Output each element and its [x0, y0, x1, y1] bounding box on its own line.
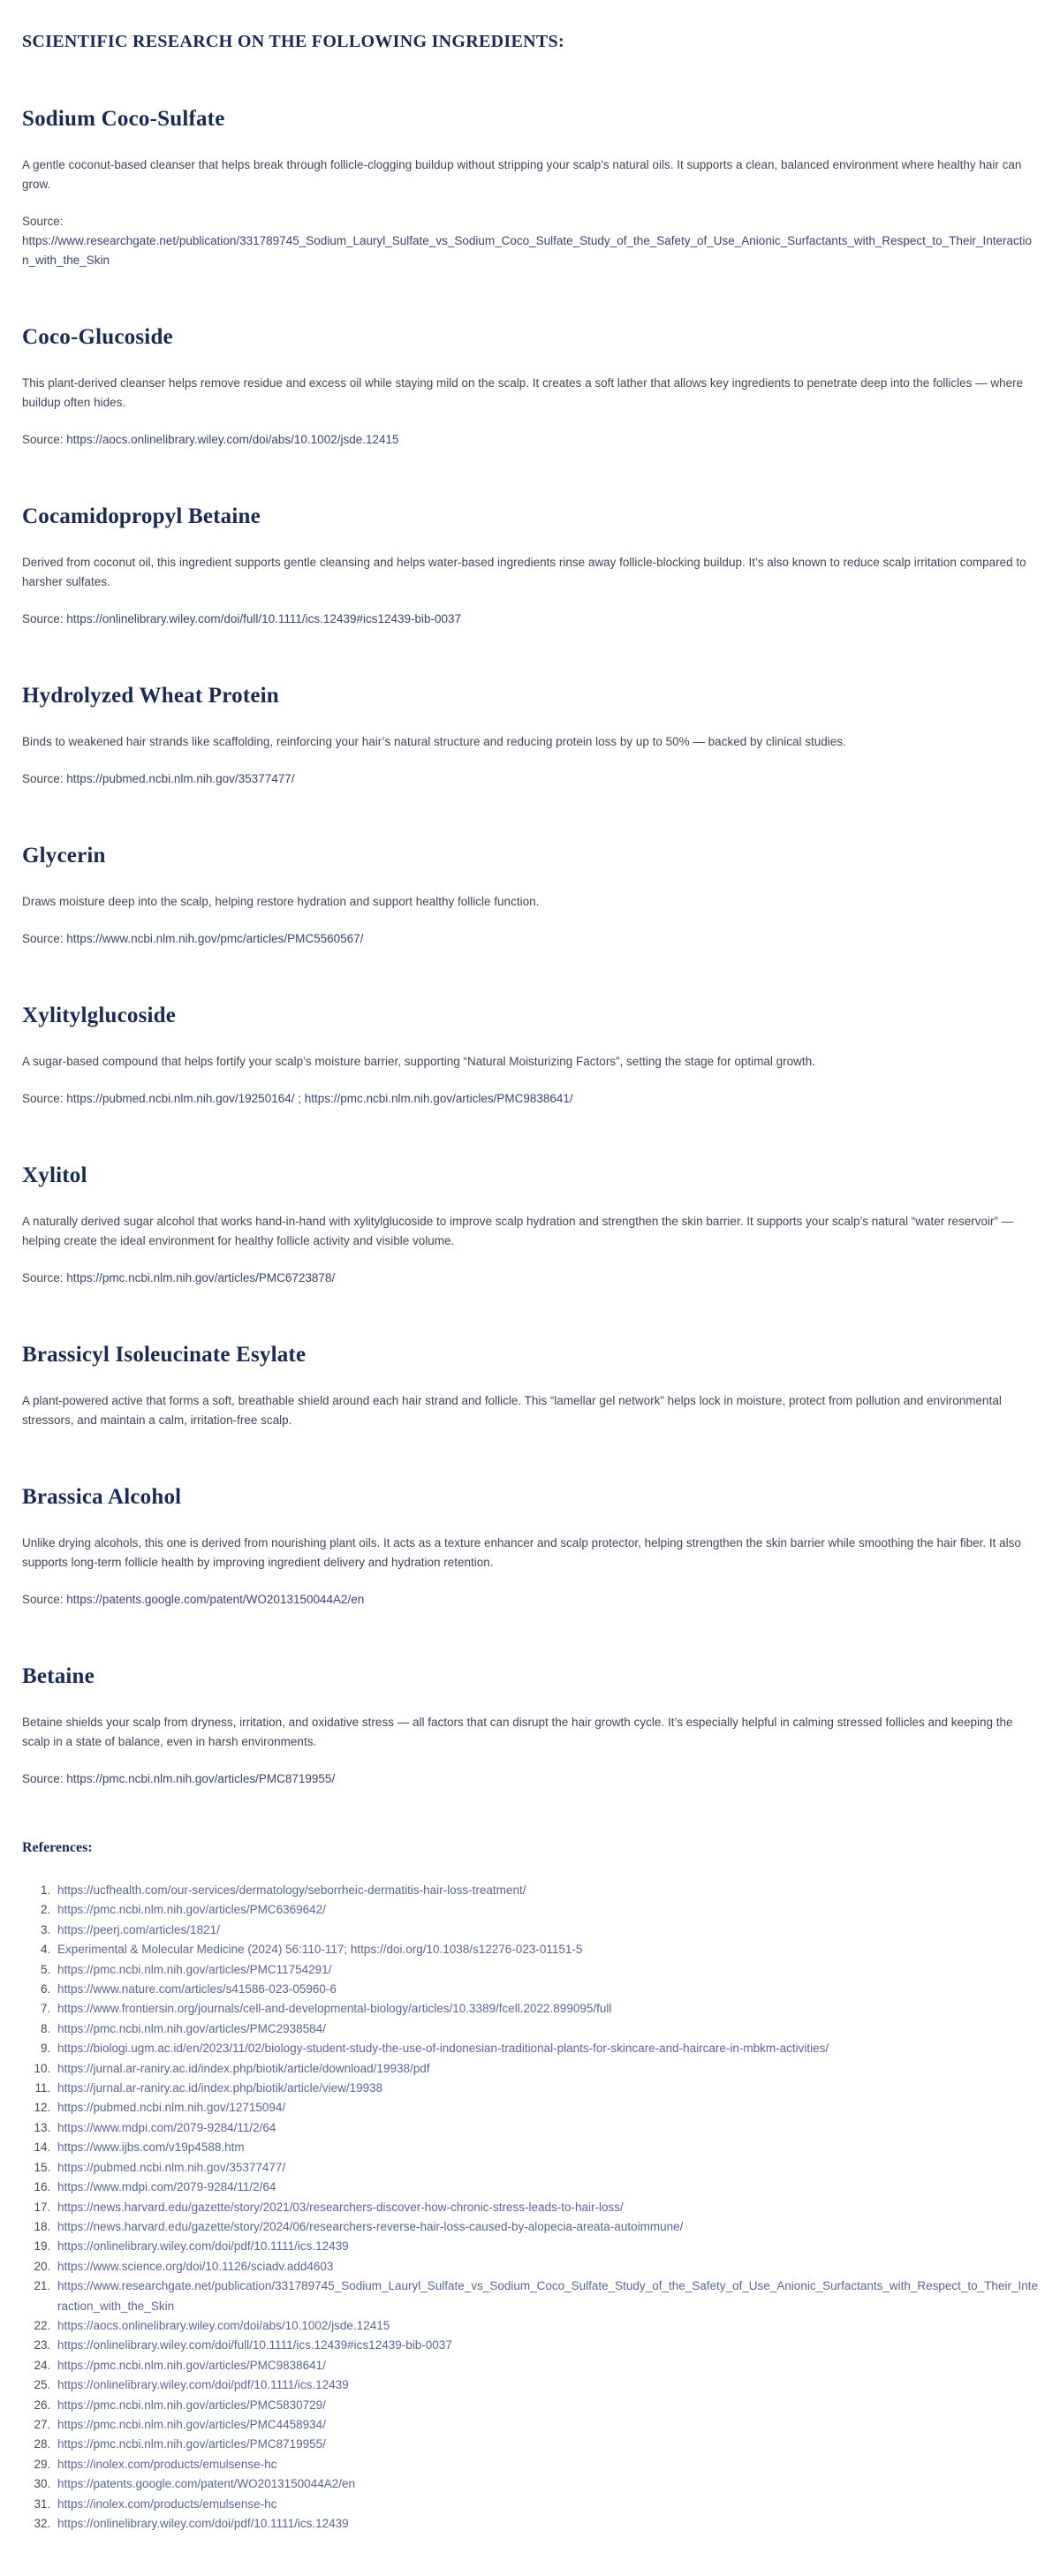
- reference-link[interactable]: https://biologi.ugm.ac.id/en/2023/11/02/biology-student-study-the-use-of-indonesian-traditional-plants-for-skincare-and-haircare-in-mbkm-activities/: [57, 2042, 829, 2056]
- reference-item: [54, 2178, 1038, 2197]
- section-xylitol: [22, 1163, 1038, 1288]
- reference-link[interactable]: https://www.frontiersin.org/journals/cell-and-developmental-biology/articles/10.3389/fcell.2022.899095/full: [57, 2002, 612, 2016]
- section-sodium-coco-sulfate: [22, 107, 1038, 270]
- source-label: Source:: [22, 1593, 64, 1606]
- reference-item: [54, 2079, 1038, 2098]
- ingredient-description: Draws moisture deep into the scalp, helping restore hydration and support healthy follicle function.: [22, 895, 540, 908]
- reference-item: [54, 1940, 1038, 1959]
- reference-link[interactable]: https://onlinelibrary.wiley.com/doi/pdf/10.1111/ics.12439: [57, 2239, 349, 2254]
- reference-item: [54, 2118, 1038, 2138]
- references-list: [22, 1881, 1038, 2534]
- reference-item: [54, 2514, 1038, 2534]
- reference-item: [54, 1999, 1038, 2019]
- reference-link[interactable]: https://ucfhealth.com/our-services/dermatology/seborrheic-dermatitis-hair-loss-treatment/: [57, 1883, 526, 1897]
- reference-item: [54, 2336, 1038, 2355]
- section-brassica-alcohol: [22, 1485, 1038, 1610]
- ingredient-heading: Coco-Glucoside: [22, 325, 173, 349]
- source-link[interactable]: https://onlinelibrary.wiley.com/doi/full/10.1111/ics.12439#ics12439-bib-0037: [66, 612, 462, 625]
- reference-item: [54, 2375, 1038, 2395]
- reference-link[interactable]: https://news.harvard.edu/gazette/story/2021/03/researchers-discover-how-chronic-stress-leads-to-hair-loss/: [57, 2200, 624, 2214]
- section-brassicyl-isoleucinate-esylate: [22, 1343, 1038, 1430]
- section-xylitylglucoside: [22, 1004, 1038, 1109]
- reference-link[interactable]: https://onlinelibrary.wiley.com/doi/full/10.1111/ics.12439#ics12439-bib-0037: [57, 2338, 452, 2352]
- ingredient-heading: Xylitol: [22, 1163, 87, 1187]
- reference-item: [54, 2495, 1038, 2514]
- source-line: [22, 430, 1038, 450]
- source-label: Source:: [22, 1772, 64, 1785]
- reference-link[interactable]: https://news.harvard.edu/gazette/story/2024/06/researchers-reverse-hair-loss-caused-by-alopecia-areata-autoimmune/: [57, 2219, 684, 2233]
- ingredient-description: A sugar-based compound that helps fortify your scalp’s moisture barrier, supporting “Natural Moisturizing Factors”, setting the stage for optimal growth.: [22, 1055, 815, 1068]
- reference-item: [54, 2415, 1038, 2435]
- ingredient-heading: Betaine: [22, 1664, 95, 1688]
- ingredient-description: Betaine shields your scalp from dryness, irritation, and oxidative stress — all factors that can disrupt the hair growth cycle. It’s especially helpful in calming stressed follicles and keeping the scalp in a state of balance, even in harsh environments.: [22, 1716, 1013, 1748]
- reference-link[interactable]: https://www.ijbs.com/v19p4588.htm: [57, 2140, 245, 2155]
- reference-link[interactable]: https://pmc.ncbi.nlm.nih.gov/articles/PMC11754291/: [57, 1962, 332, 1976]
- reference-link[interactable]: https://www.nature.com/articles/s41586-023-05960-6: [57, 1982, 337, 1996]
- source-line: [22, 769, 1038, 789]
- source-line: [22, 929, 1038, 949]
- source-link[interactable]: https://pmc.ncbi.nlm.nih.gov/articles/PMC8719955/: [66, 1772, 336, 1785]
- reference-link[interactable]: https://inolex.com/products/emulsense-hc: [57, 2457, 277, 2471]
- ingredient-description: A plant-powered active that forms a soft, breathable shield around each hair strand and follicle. This “lamellar gel network” helps lock in moisture, protect from pollution and environmental stressors, and maintain a calm, irritation-free scalp.: [22, 1394, 1002, 1427]
- reference-link[interactable]: https://www.mdpi.com/2079-9284/11/2/64: [57, 2180, 276, 2194]
- reference-item: [54, 1881, 1038, 1900]
- ingredient-heading: Xylitylglucoside: [22, 1004, 177, 1027]
- ingredient-heading: Sodium Coco-Sulfate: [22, 107, 225, 131]
- reference-item: [54, 2396, 1038, 2415]
- reference-item: [54, 2098, 1038, 2118]
- ingredient-description: This plant-derived cleanser helps remove residue and excess oil while staying mild on the scalp. It creates a soft lather that allows key ingredients to penetrate deep into the follicles — where buildup often hides.: [22, 376, 1024, 409]
- reference-item: [54, 2435, 1038, 2454]
- source-link[interactable]: https://www.ncbi.nlm.nih.gov/pmc/articles/PMC5560567/: [66, 932, 364, 945]
- reference-item: [54, 2474, 1038, 2494]
- section-hydrolyzed-wheat-protein: [22, 684, 1038, 789]
- reference-item: [54, 2158, 1038, 2178]
- reference-item: [54, 1980, 1038, 1999]
- ingredient-description: A gentle coconut-based cleanser that helps break through follicle-clogging buildup without stripping your scalp’s natural oils. It supports a clean, balanced environment where healthy hair can grow.: [22, 158, 1022, 191]
- reference-link[interactable]: https://pmc.ncbi.nlm.nih.gov/articles/PMC5830729/: [57, 2398, 326, 2412]
- source-line: [22, 610, 1038, 629]
- ingredient-heading: Hydrolyzed Wheat Protein: [22, 684, 279, 708]
- reference-item: [54, 1960, 1038, 1980]
- reference-link[interactable]: https://jurnal.ar-raniry.ac.id/index.php/biotik/article/download/19938/pdf: [57, 2061, 430, 2075]
- section-betaine: [22, 1664, 1038, 1789]
- source-line: [22, 1269, 1038, 1288]
- reference-item: [54, 2059, 1038, 2079]
- source-line: [22, 212, 1038, 270]
- reference-link[interactable]: https://pubmed.ncbi.nlm.nih.gov/12715094/: [57, 2101, 286, 2115]
- reference-item: [54, 2237, 1038, 2256]
- reference-item: [54, 2316, 1038, 2336]
- source-link-secondary[interactable]: https://pmc.ncbi.nlm.nih.gov/articles/PMC9838641/: [304, 1092, 573, 1105]
- source-label: Source:: [22, 612, 64, 625]
- reference-item: [54, 2138, 1038, 2157]
- reference-link[interactable]: https://aocs.onlinelibrary.wiley.com/doi/abs/10.1002/jsde.12415: [57, 2318, 390, 2332]
- source-label: Source:: [22, 1092, 64, 1105]
- reference-link[interactable]: https://inolex.com/products/emulsense-hc: [57, 2496, 277, 2511]
- source-link[interactable]: https://pubmed.ncbi.nlm.nih.gov/19250164/: [66, 1092, 295, 1105]
- ingredient-description: A naturally derived sugar alcohol that works hand-in-hand with xylitylglucoside to improve scalp hydration and strengthen the skin barrier. It supports your scalp’s natural “water reservoir” — helping create the ideal environment for healthy follicle activity and visible volume.: [22, 1215, 1014, 1247]
- reference-link[interactable]: https://www.science.org/doi/10.1126/sciadv.add4603: [57, 2259, 334, 2273]
- ingredient-heading: Glycerin: [22, 844, 106, 868]
- source-line: [22, 1590, 1038, 1610]
- reference-link[interactable]: https://pubmed.ncbi.nlm.nih.gov/35377477/: [57, 2160, 286, 2174]
- source-label: Source:: [22, 433, 64, 446]
- ingredient-description: Derived from coconut oil, this ingredient supports gentle cleansing and helps water-based ingredients rinse away follicle-blocking buildup. It’s also known to reduce scalp irritation compared to harsher sulfates.: [22, 556, 1026, 588]
- reference-link[interactable]: https://pmc.ncbi.nlm.nih.gov/articles/PMC9838641/: [57, 2358, 326, 2372]
- reference-link[interactable]: https://pmc.ncbi.nlm.nih.gov/articles/PMC4458934/: [57, 2417, 326, 2431]
- reference-link[interactable]: https://pmc.ncbi.nlm.nih.gov/articles/PMC6369642/: [57, 1903, 326, 1917]
- reference-link[interactable]: https://jurnal.ar-raniry.ac.id/index.php/biotik/article/view/19938: [57, 2081, 383, 2095]
- reference-item: [54, 2217, 1038, 2237]
- source-separator: ;: [294, 1092, 305, 1105]
- ingredient-heading: Brassica Alcohol: [22, 1485, 182, 1509]
- reference-link[interactable]: https://onlinelibrary.wiley.com/doi/pdf/10.1111/ics.12439: [57, 2378, 349, 2392]
- reference-item: [54, 2257, 1038, 2277]
- source-label: Source:: [22, 932, 64, 945]
- source-line: [22, 1769, 1038, 1789]
- ingredient-heading: Brassicyl Isoleucinate Esylate: [22, 1343, 307, 1367]
- source-label: Source:: [22, 1271, 64, 1284]
- source-link[interactable]: https://pubmed.ncbi.nlm.nih.gov/35377477/: [66, 772, 295, 785]
- source-line: [22, 1089, 1038, 1109]
- reference-item: [54, 2198, 1038, 2217]
- source-link[interactable]: https://www.researchgate.net/publication/331789745_Sodium_Lauryl_Sulfate_vs_Sodium_Coco_Sulfate_Study_of_the_Safety_of_Use_Anionic_Surfactants_with_Respect_to_Their_Interaction_with_the_Skin: [22, 234, 1032, 267]
- source-link[interactable]: https://aocs.onlinelibrary.wiley.com/doi/abs/10.1002/jsde.12415: [66, 433, 399, 446]
- ingredient-description: Binds to weakened hair strands like scaffolding, reinforcing your hair’s natural structure and reducing protein loss by up to 50% — backed by clinical studies.: [22, 735, 846, 748]
- reference-link[interactable]: https://onlinelibrary.wiley.com/doi/pdf/10.1111/ics.12439: [57, 2517, 349, 2530]
- reference-item: [54, 2277, 1038, 2316]
- section-glycerin: [22, 844, 1038, 949]
- reference-item: [54, 2356, 1038, 2375]
- source-link[interactable]: https://patents.google.com/patent/WO2013150044A2/en: [66, 1593, 365, 1606]
- reference-item: [54, 1921, 1038, 1940]
- reference-item: [54, 2019, 1038, 2039]
- reference-item: [54, 2039, 1038, 2058]
- reference-link[interactable]: https://www.researchgate.net/publication/331789745_Sodium_Lauryl_Sulfate_vs_Sodium_Coco_Sulfate_Study_of_the_Safety_of_Use_Anionic_Surfactants_with_Respect_to_Their_Interaction_with_the_Skin: [57, 2279, 1038, 2313]
- references-heading: References:: [22, 1840, 93, 1855]
- source-label: Source:: [22, 772, 64, 785]
- source-link[interactable]: https://pmc.ncbi.nlm.nih.gov/articles/PMC6723878/: [66, 1271, 336, 1284]
- ingredient-heading: Cocamidopropyl Betaine: [22, 504, 261, 528]
- reference-link[interactable]: Experimental & Molecular Medicine (2024) 56:110-117; https://doi.org/10.1038/s12276-023-01151-5: [57, 1943, 583, 1957]
- reference-item: [54, 1900, 1038, 1920]
- section-coco-glucoside: [22, 325, 1038, 450]
- reference-link[interactable]: https://pmc.ncbi.nlm.nih.gov/articles/PMC2938584/: [57, 2021, 326, 2035]
- reference-item: [54, 2455, 1038, 2474]
- reference-link[interactable]: https://pmc.ncbi.nlm.nih.gov/articles/PMC8719955/: [57, 2437, 326, 2451]
- page-title: SCIENTIFIC RESEARCH ON THE FOLLOWING INGREDIENTS:: [22, 32, 564, 51]
- ingredient-description: Unlike drying alcohols, this one is derived from nourishing plant oils. It acts as a texture enhancer and scalp protector, helping strengthen the skin barrier while smoothing the hair fiber. It also supports long-term follicle health by improving ingredient delivery and hydration retention.: [22, 1536, 1021, 1569]
- source-label: Source:: [22, 215, 64, 228]
- reference-link[interactable]: https://www.mdpi.com/2079-9284/11/2/64: [57, 2120, 276, 2134]
- reference-link[interactable]: https://peerj.com/articles/1821/: [57, 1922, 220, 1936]
- reference-link[interactable]: https://patents.google.com/patent/WO2013150044A2/en: [57, 2477, 355, 2491]
- section-cocamidopropyl-betaine: [22, 504, 1038, 629]
